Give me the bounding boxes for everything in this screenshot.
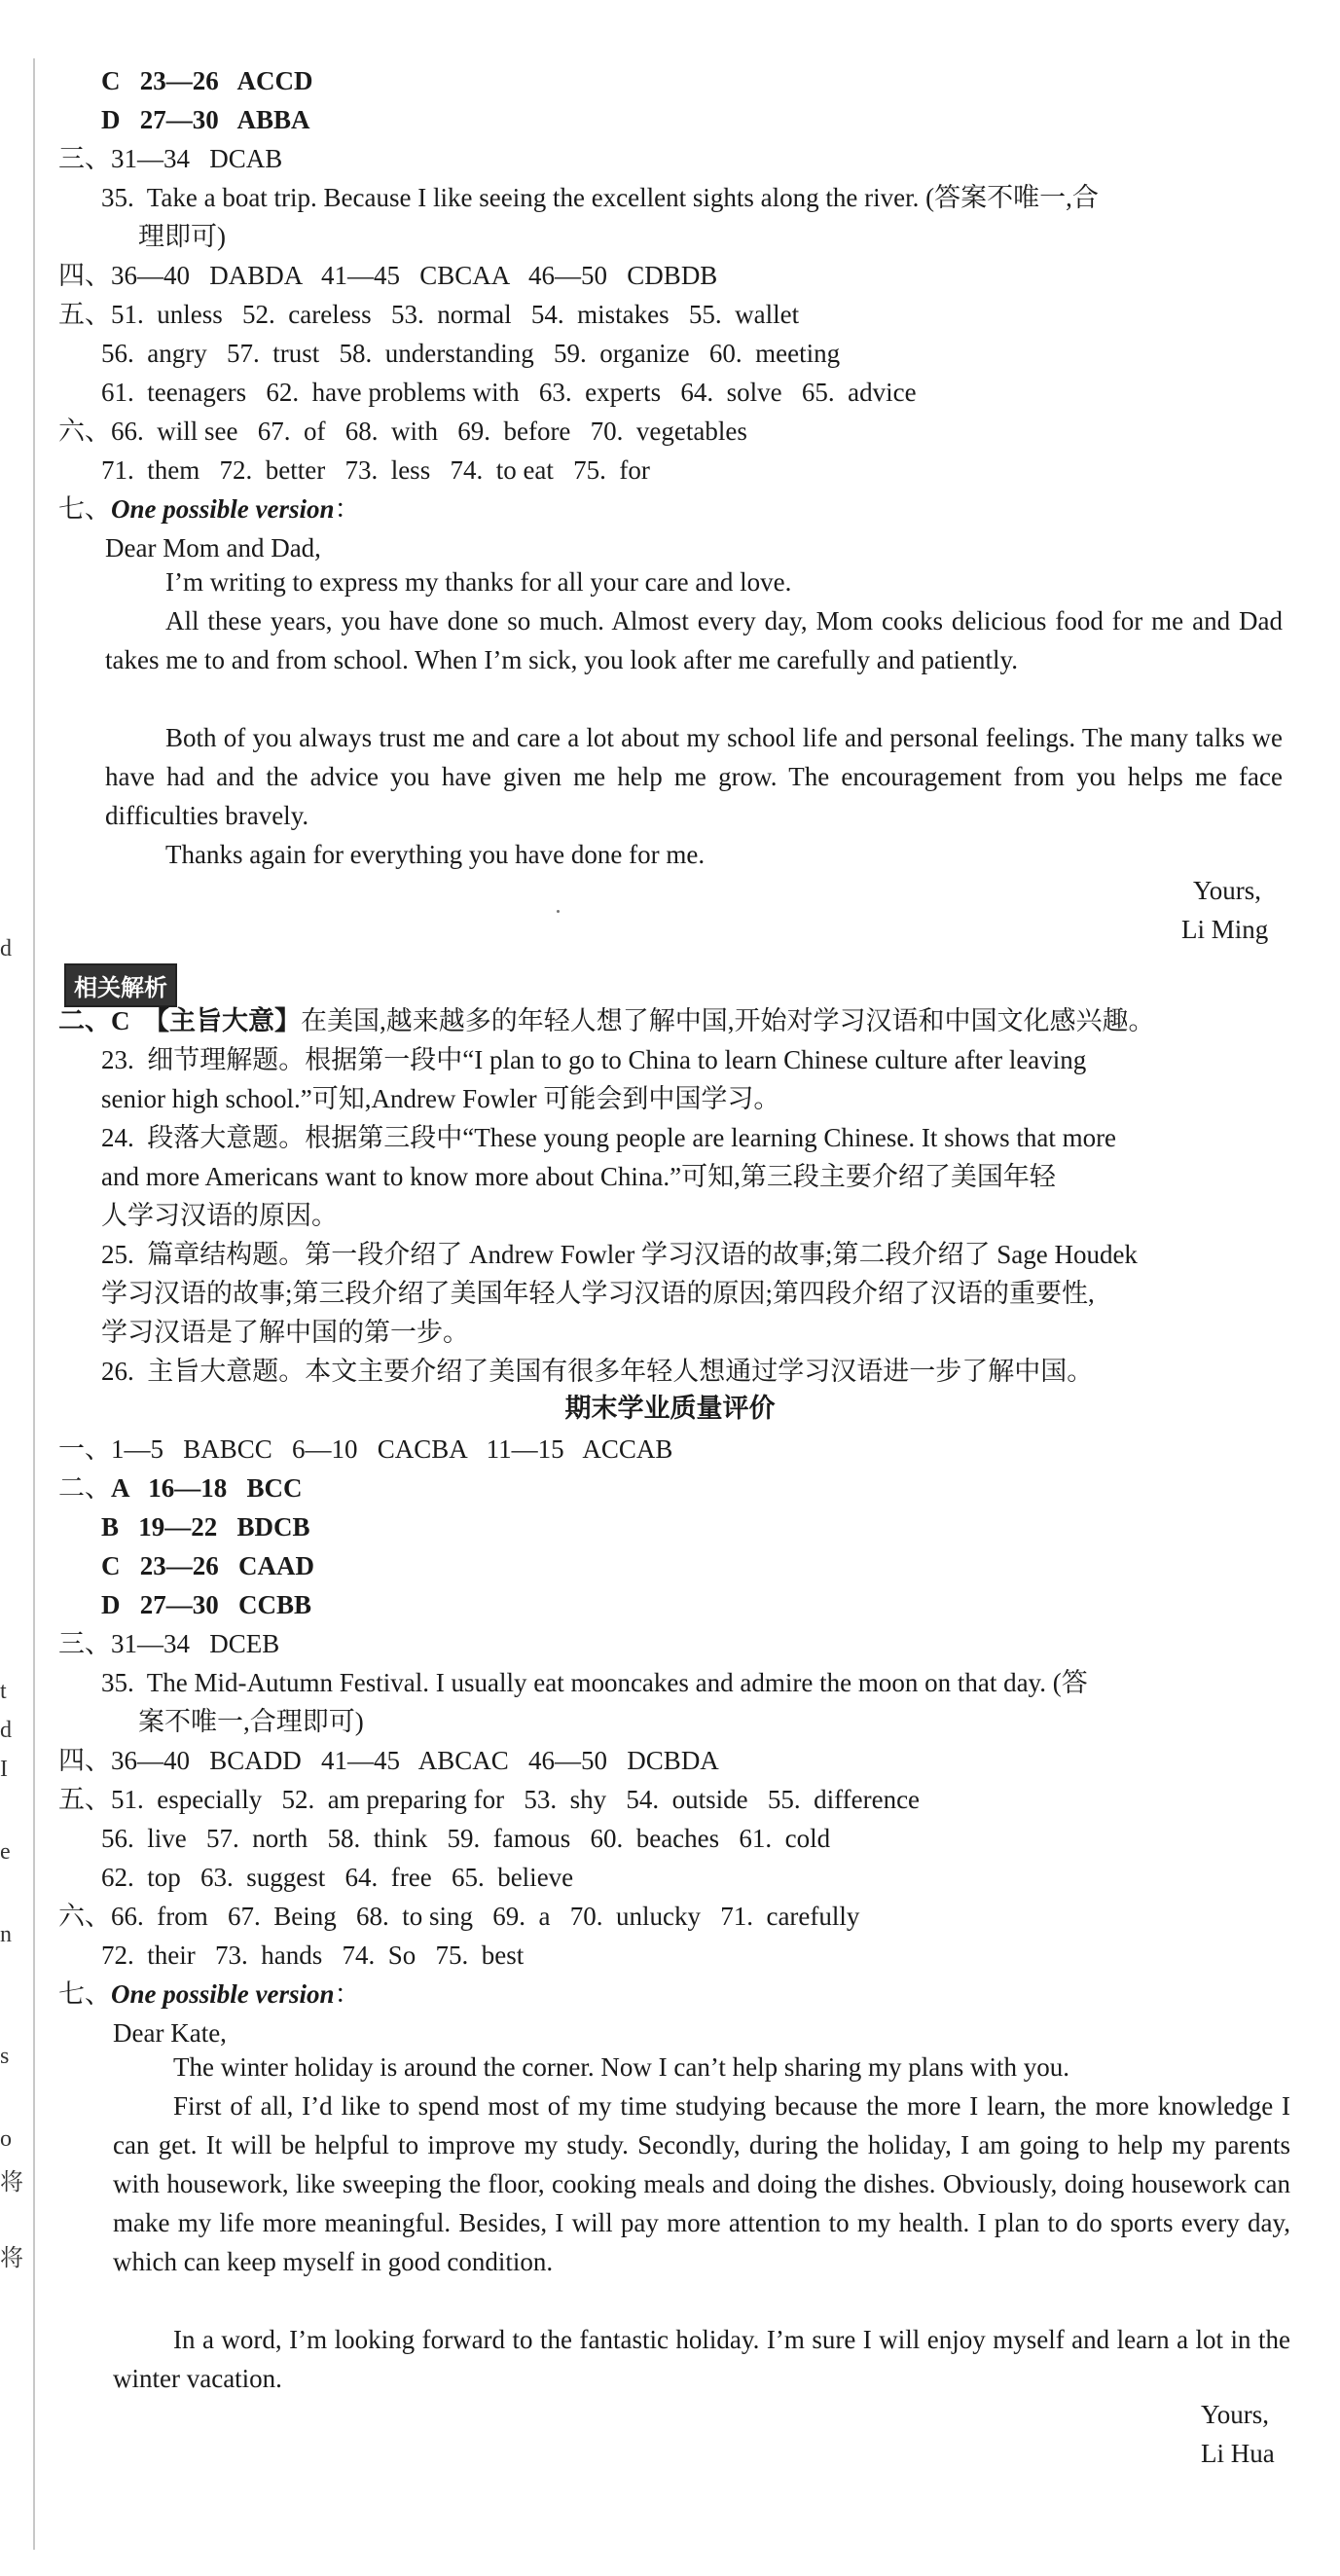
section-title: 期末学业质量评价 [564,1394,776,1424]
margin-char: t [0,1679,7,1704]
margin-char: 将 [0,2170,23,2195]
letter-paragraph: I’m writing to express my thanks for all your care and love. [165,567,792,597]
letter-signature: Li Hua [1201,2439,1275,2468]
answer-line: 71. them 72. better 73. less 74. to eat 75. for [101,455,650,485]
margin-bleed-text [0,0,29,2576]
answer-line: 理即可) [138,222,226,251]
answer-line: 72. their 73. hands 74. So 75. best [101,1941,525,1970]
analysis-line: 学习汉语的故事;第三段介绍了美国年轻人学习汉语的原因;第四段介绍了汉语的重要性, [101,1279,1095,1308]
answer-text: A 16—18 BCC [111,1473,303,1503]
answer-line: D 27—30 CCBB [101,1590,312,1619]
answer-line: 案不唯一,合理即可) [138,1707,364,1736]
letter-closing: Yours, [1201,2400,1270,2429]
letter-paragraph: In a word, I’m looking forward to the fantastic holiday. I’m sure I will enjoy myself and learn a lot in the winter vacation. [113,2325,1290,2393]
letter-paragraph: Both of you always trust me and care a lot about my school life and personal feelings. The many talks we have had and the advice you have given me help me grow. The encouragement from you helps me face difficulties bravely. [105,723,1283,830]
section-number: 二、 [58,1473,111,1503]
answer-line: 四、36—40 BCADD 41—45 ABCAC 46—50 DCBDA [58,1746,719,1775]
answer-line: 五、51. especially 52. am preparing for 53. shy 54. outside 55. difference [58,1785,921,1814]
letter-paragraph: First of all, I’d like to spend most of my time studying because the more I learn, the more knowledge I can get. It will be helpful to improve my study. Secondly, during the holiday, I am going to help my parents with housework, like sweeping the floor, cooking meals and doing the dishes. Obviously, doing housework can make my life more meaningful. Besides, I will pay more attention to my health. I plan to do sports every day, which can keep myself in good condition. [113,2091,1290,2276]
letter-salutation: Dear Mom and Dad, [105,533,321,562]
letter-signature: Li Ming [1181,915,1269,944]
analysis-tag: 【主旨大意】 [143,1006,301,1035]
analysis-line [58,1008,1155,1034]
section-number: 七、 [58,494,111,524]
section-heading [58,1981,361,2008]
colon: ： [334,494,361,524]
margin-char: d [0,936,12,961]
analysis-line: 23. 细节理解题。根据第一段中“I plan to go to China to learn Chinese culture after leaving [101,1045,1087,1074]
analysis-answer: 二、C [58,1006,143,1035]
answer-line: 六、66. will see 67. of 68. with 69. before 70. vegetables [58,417,747,446]
margin-char: 将 [0,2246,23,2271]
answer-line: C 23—26 CAAD [101,1551,314,1580]
margin-char: d [0,1718,12,1743]
letter-salutation: Dear Kate, [113,2018,227,2048]
section-number: 七、 [58,1979,111,2009]
version-label: One possible version [111,494,335,524]
margin-char: o [0,2126,12,2152]
margin-char: s [0,2044,10,2069]
colon: ： [334,1979,361,2009]
answer-line: 四、36—40 DABDA 41—45 CBCAA 46—50 CDBDB [58,261,718,290]
answer-line: C 23—26 ACCD [101,66,313,95]
analysis-header: 相关解析 [66,965,175,1005]
analysis-line: 24. 段落大意题。根据第三段中“These young people are learning Chinese. It shows that more [101,1123,1117,1152]
answer-line: 62. top 63. suggest 64. free 65. believe [101,1863,574,1892]
answer-line: 35. The Mid-Autumn Festival. I usually eat mooncakes and admire the moon on that day. (答 [101,1668,1088,1697]
analysis-line: 人学习汉语的原因。 [101,1201,338,1230]
letter-paragraph: The winter holiday is around the corner. Now I can’t help sharing my plans with you. [173,2052,1070,2082]
letter-paragraph: Thanks again for everything you have done for me. [165,840,706,869]
answer-line: 56. live 57. north 58. think 59. famous 60. beaches 61. cold [101,1824,831,1853]
analysis-line: 25. 篇章结构题。第一段介绍了 Andrew Fowler 学习汉语的故事;第二段介绍了 Sage Houdek [101,1240,1138,1269]
answer-line: 56. angry 57. trust 58. understanding 59. organize 60. meeting [101,339,841,368]
answer-line: 三、31—34 DCEB [58,1629,280,1658]
left-margin-rule [33,58,35,2550]
answer-line: 三、31—34 DCAB [58,144,283,173]
answer-line: B 19—22 BDCB [101,1512,310,1542]
answer-line: D 27—30 ABBA [101,105,310,134]
margin-char: e [0,1839,11,1865]
stray-dot [557,910,560,913]
answer-line: 五、51. unless 52. careless 53. normal 54. mistakes 55. wallet [58,300,800,329]
analysis-line: 学习汉语是了解中国的第一步。 [101,1318,469,1347]
letter-paragraph: All these years, you have done so much. Almost every day, Mom cooks delicious food for me and Dad takes me to and from school. When I’m sick, you look after me carefully and patiently. [105,606,1283,674]
margin-char: n [0,1922,12,1947]
answer-line: 一、1—5 BABCC 6—10 CACBA 11—15 ACCAB [58,1434,673,1464]
answer-line: 61. teenagers 62. have problems with 63. experts 64. solve 65. advice [101,378,917,407]
answer-line: 六、66. from 67. Being 68. to sing 69. a 70. unlucky 71. carefully [58,1902,860,1931]
version-label: One possible version [111,1979,335,2009]
letter-closing: Yours, [1193,876,1262,905]
analysis-line: and more Americans want to know more about China.”可知,第三段主要介绍了美国年轻 [101,1162,1056,1191]
section-heading [58,496,361,523]
analysis-header-box [64,963,177,1007]
analysis-line: 26. 主旨大意题。本文主要介绍了美国有很多年轻人想通过学习汉语进一步了解中国。 [101,1357,1094,1386]
analysis-line: senior high school.”可知,Andrew Fowler 可能会到中国学习。 [101,1084,780,1113]
analysis-text: 在美国,越来越多的年轻人想了解中国,开始对学习汉语和中国文化感兴趣。 [301,1006,1155,1035]
answer-line: 35. Take a boat trip. Because I like seeing the excellent sights along the river. (答案不唯一,合 [101,183,1099,212]
margin-char: I [0,1757,8,1782]
answer-line [58,1475,303,1502]
